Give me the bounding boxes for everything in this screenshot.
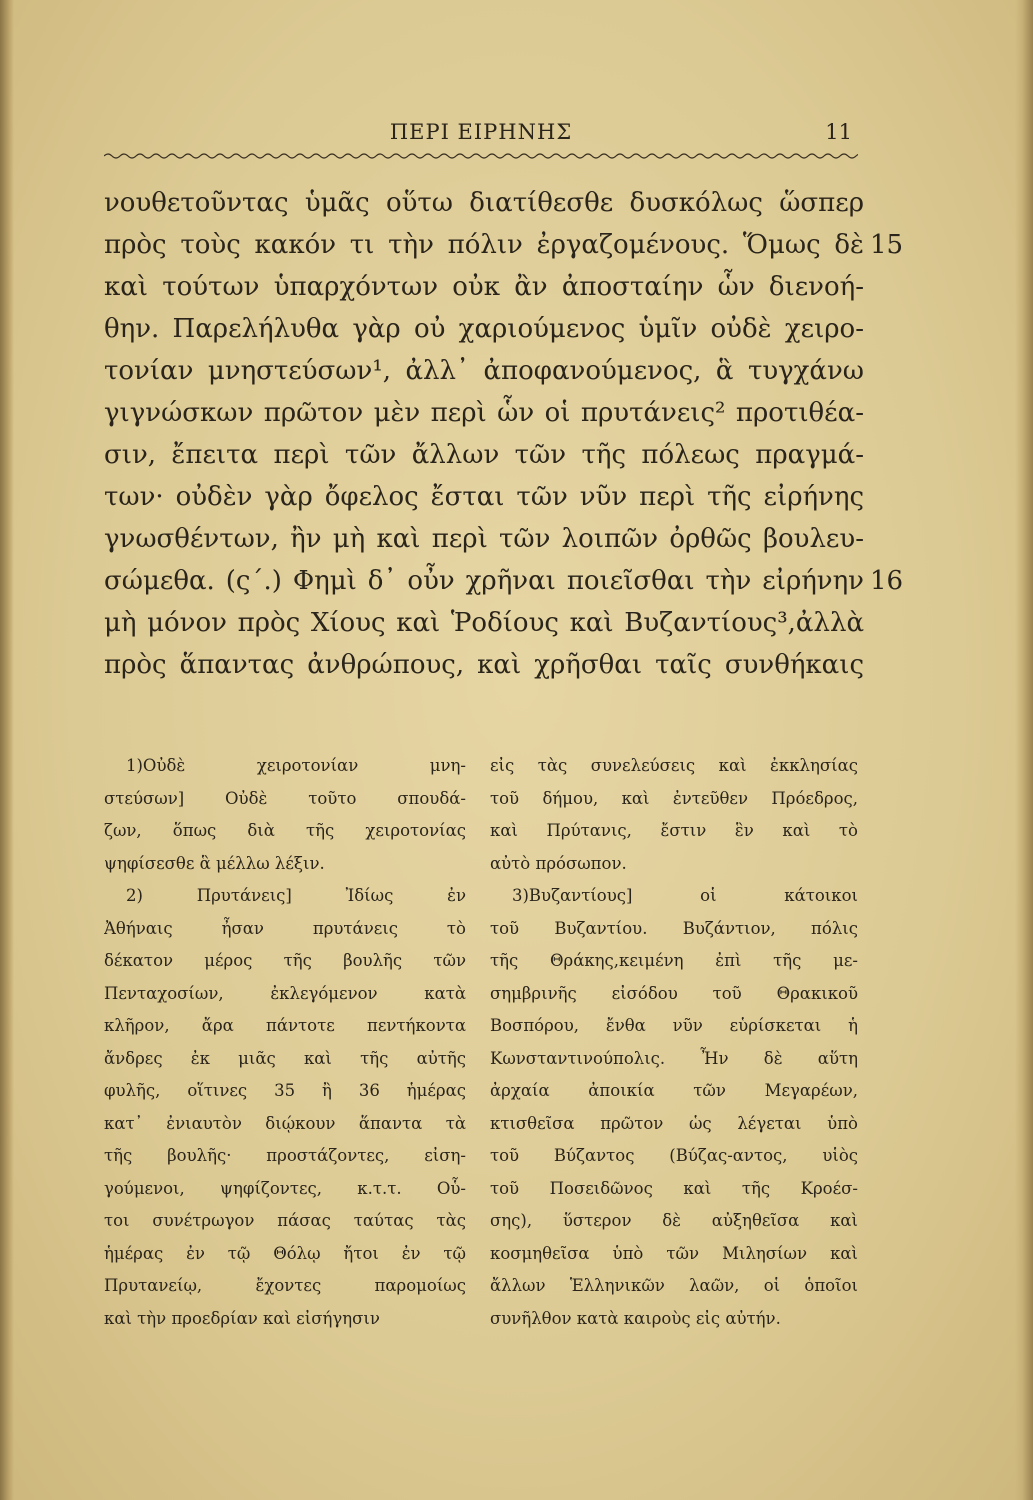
- main-text-line: [104, 644, 864, 686]
- main-text-line: [104, 392, 864, 434]
- footnote-line: στεύσων] Οὐδὲ τοῦτο σπουδά-: [104, 788, 466, 808]
- running-title: ΠΕΡΙ ΕΙΡΗΝΗΣ: [389, 120, 573, 144]
- footnote-line: Πρυτανείῳ, ἔχοντες παρομοίως: [104, 1276, 466, 1295]
- footnote-line: τοῦ δήμου, καὶ ἐντεῦθεν Πρόεδρος,: [490, 788, 858, 808]
- footnote-line: τῆς Θράκης,κειμένη ἐπὶ τῆς με-: [490, 951, 858, 970]
- main-text-line-content: νουθετοῦντας ὑμᾶς οὕτω διατίθεσθε δυσκόλως ὥσπερ: [104, 188, 864, 218]
- footnote-line: Πενταχοσίων, ἐκλεγόμενον κατὰ: [104, 983, 466, 1003]
- footnote-line: Ἀθήναις ἦσαν πρυτάνεις τὸ: [104, 918, 466, 938]
- main-text-line-content: γνωσθέντων, ἢν μὴ καὶ περὶ τῶν λοιπῶν ὀρθῶς βουλευ-: [104, 524, 864, 554]
- page-left-edge-shadow: [0, 0, 14, 1500]
- footnote-line: ἀρχαία ἀποικία τῶν Μεγαρέων,: [490, 1081, 858, 1100]
- wavy-rule-divider: [104, 150, 858, 162]
- footnote-line: τοι συνέτρωγον πάσας ταύτας τὰς: [104, 1211, 466, 1230]
- page-number: 11: [825, 120, 852, 144]
- footnote-line: κοσμηθεῖσα ὑπὸ τῶν Μιλησίων καὶ: [490, 1243, 858, 1263]
- main-text-line-content: γιγνώσκων πρῶτον μὲν περὶ ὧν οἱ πρυτάνεις² προτιθέα-: [104, 398, 864, 428]
- footnote-line: τῆς βουλῆς· προστάζοντες, εἰση-: [104, 1146, 466, 1165]
- main-text-line-content: καὶ τούτων ὑπαρχόντων οὐκ ἂν ἀποσταίην ὧν διενοή-: [104, 272, 864, 302]
- footnote-line: 3)Βυζαντίους] οἱ κάτοικοι: [512, 886, 858, 905]
- footnote-line: ψηφίσεσθε ἃ μέλλω λέξιν.: [104, 853, 325, 873]
- main-text-line: [104, 476, 864, 518]
- main-text-line: [104, 350, 864, 392]
- footnote-line: καὶ Πρύτανις, ἔστιν ἓν καὶ τὸ: [490, 821, 858, 840]
- footnote-line: συνῆλθον κατὰ καιροὺς εἰς αὐτήν.: [490, 1308, 781, 1328]
- footnotes-right-column: [490, 750, 858, 1335]
- main-text-block: [104, 182, 904, 686]
- main-text-line: [104, 266, 864, 308]
- margin-section-number: 16: [870, 566, 904, 596]
- footnote-line: τοῦ Ποσειδῶνος καὶ τῆς Κροέσ-: [490, 1178, 858, 1198]
- main-text-line: [104, 308, 864, 350]
- page-right-edge-shadow: [1015, 0, 1033, 1500]
- footnote-line: κλῆρον, ἄρα πάντοτε πεντήκοντα: [104, 1016, 466, 1035]
- main-text-line-content: μὴ μόνον πρὸς Χίους καὶ Ῥοδίους καὶ Βυζαντίους³,ἀλλὰ: [104, 608, 864, 638]
- main-text-line-content: πρὸς τοὺς κακόν τι τὴν πόλιν ἐργαζομένους. Ὅμως δὲ: [104, 230, 864, 260]
- footnote-line: αὐτὸ πρόσωπον.: [490, 853, 627, 873]
- footnote-line: εἰς τὰς συνελεύσεις καὶ ἐκκλησίας: [490, 756, 858, 775]
- footnote-line: κατ᾽ ἐνιαυτὸν διῴκουν ἅπαντα τὰ: [104, 1113, 466, 1133]
- footnote-line: ἄνδρες ἐκ μιᾶς καὶ τῆς αὐτῆς: [104, 1048, 466, 1068]
- footnote-line: γούμενοι, ψηφίζοντες, κ.τ.τ. Οὗ-: [104, 1178, 466, 1198]
- footnote-line: φυλῆς, οἵτινες 35 ἢ 36 ἡμέρας: [104, 1081, 466, 1100]
- main-text-line-content: τονίαν μνηστεύσων¹, ἀλλ᾽ ἀποφανούμενος, ἃ τυγχάνω: [104, 356, 864, 386]
- main-text-line-content: πρὸς ἅπαντας ἀνθρώπους, καὶ χρῆσθαι ταῖς συνθήκαις: [104, 650, 864, 680]
- main-text-line: [104, 602, 864, 644]
- main-text-line: [104, 182, 864, 224]
- main-text-line-content: θην. Παρελήλυθα γὰρ οὐ χαριούμενος ὑμῖν οὐδὲ χειρο-: [104, 314, 864, 344]
- footnote-line: 1)Οὐδὲ χειροτονίαν μνη-: [126, 756, 466, 775]
- main-text-line: [104, 560, 904, 602]
- main-text-line: [104, 518, 864, 560]
- main-text-line: [104, 434, 864, 476]
- main-text-line-content: σώμεθα. (ς΄.) Φημὶ δ᾽ οὖν χρῆναι ποιεῖσθαι τὴν εἰρήνην: [104, 566, 864, 596]
- main-text-line-content: των· οὐδὲν γὰρ ὄφελος ἔσται τῶν νῦν περὶ τῆς εἰρήνης: [104, 482, 864, 512]
- footnote-line: σημβρινῆς εἰσόδου τοῦ Θρακικοῦ: [490, 983, 858, 1003]
- footnote-line: τοῦ Βύζαντος (Βύζας-αντος, υἱὸς: [490, 1146, 858, 1165]
- footnote-line: τοῦ Βυζαντίου. Βυζάντιον, πόλις: [490, 918, 858, 938]
- footnote-line: Κωνσταντινούπολις. Ἦν δὲ αὕτη: [490, 1048, 858, 1068]
- main-text-line: [104, 224, 904, 266]
- main-text-line-content: σιν, ἔπειτα περὶ τῶν ἄλλων τῶν τῆς πόλεως πραγμά-: [104, 440, 864, 470]
- footnote-line: ἡμέρας ἐν τῷ Θόλῳ ἤτοι ἐν τῷ: [104, 1243, 466, 1263]
- footnote-line: δέκατον μέρος τῆς βουλῆς τῶν: [104, 951, 466, 970]
- footnotes-left-column: [104, 750, 466, 1335]
- footnote-line: καὶ τὴν προεδρίαν καὶ εἰσήγησιν: [104, 1308, 380, 1328]
- footnote-line: σης), ὕστερον δὲ αὐξηθεῖσα καὶ: [490, 1211, 858, 1230]
- footnote-line: ἄλλων Ἑλληνικῶν λαῶν, οἱ ὁποῖοι: [490, 1276, 858, 1295]
- footnote-line: Βοσπόρου, ἔνθα νῦν εὑρίσκεται ἡ: [490, 1016, 858, 1035]
- footnote-line: ζων, ὅπως διὰ τῆς χειροτονίας: [104, 821, 466, 840]
- margin-section-number: 15: [870, 230, 904, 260]
- footnote-line: κτισθεῖσα πρῶτον ὡς λέγεται ὑπὸ: [490, 1113, 858, 1133]
- footnote-line: 2) Πρυτάνεις] Ἰδίως ἐν: [126, 886, 466, 905]
